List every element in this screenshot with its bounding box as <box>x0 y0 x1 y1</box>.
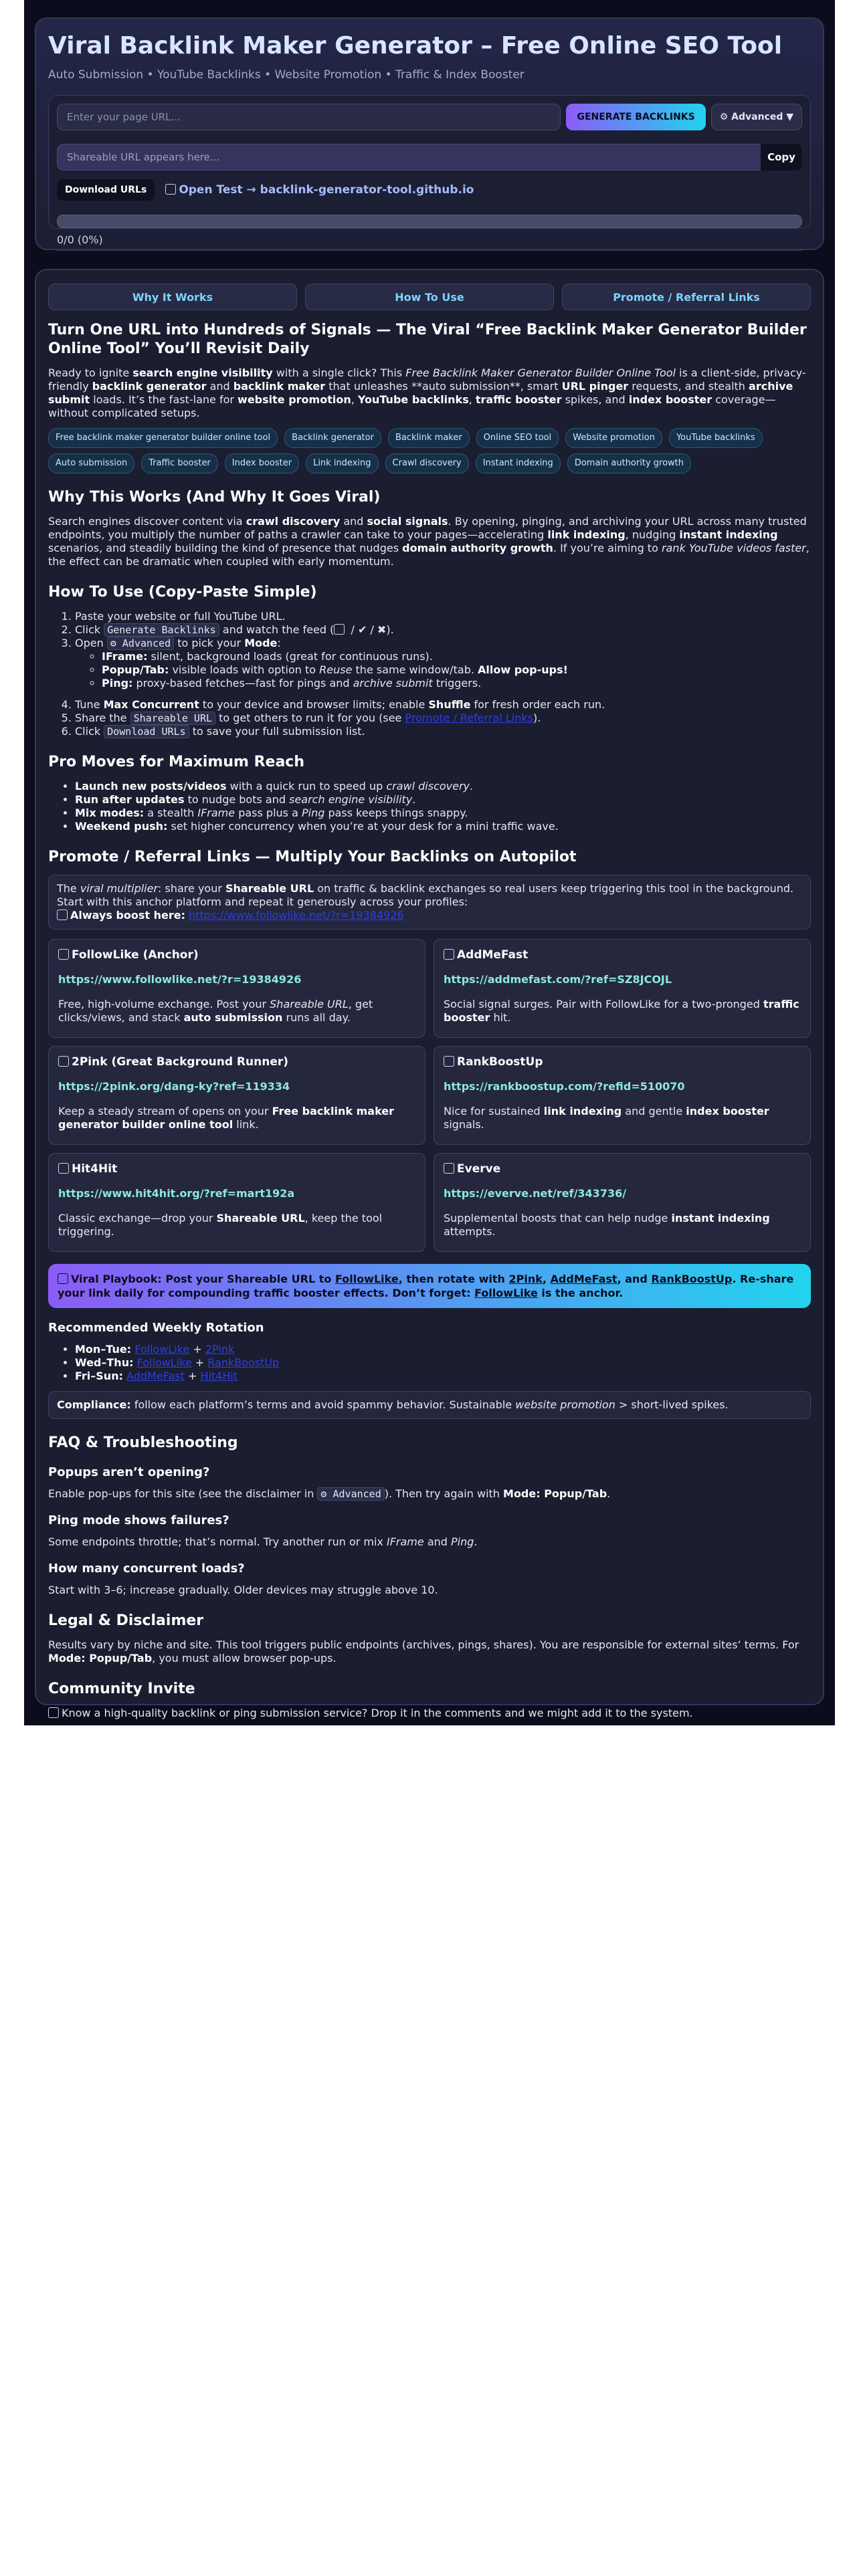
referral-link[interactable]: https://rankboostup.com/?refid=510070 <box>444 1080 685 1093</box>
why-heading: Why This Works (And Why It Goes Viral) <box>48 489 381 506</box>
referral-link[interactable]: https://www.followlike.net/?r=19384926 <box>58 973 302 986</box>
url-row <box>57 102 802 132</box>
referral-card <box>48 1046 425 1145</box>
keyword-chip: Auto submission <box>48 453 134 473</box>
hourglass-icon <box>334 624 345 635</box>
url-input[interactable] <box>57 104 561 130</box>
referral-card-desc: Social signal surges. Pair with FollowLike for a two-pronged traffic booster hit. <box>444 998 799 1024</box>
lightning-icon <box>444 949 454 960</box>
keyword-chip: Website promotion <box>565 428 662 448</box>
compliance-text: Compliance: follow each platform’s terms and avoid spammy behavior. Sustainable website promotion > short-lived spikes. <box>57 1398 729 1411</box>
legal-heading: Legal & Disclaimer <box>48 1612 204 1629</box>
shareable-url-field[interactable] <box>57 144 761 171</box>
rotation-link[interactable]: 2Pink <box>205 1343 235 1356</box>
referral-link[interactable]: https://www.hit4hit.org/?ref=mart192a <box>58 1187 295 1200</box>
pin-icon <box>57 909 68 920</box>
rotation-link[interactable]: FollowLike <box>134 1343 190 1356</box>
list-item: 6. Click Download URLs to save your full submission list. <box>75 725 811 738</box>
heart-icon <box>58 1056 69 1067</box>
referral-card-title: Everve <box>444 1162 801 1176</box>
keyword-chip: YouTube backlinks <box>669 428 763 448</box>
keyword-chip: Domain authority growth <box>567 453 691 473</box>
viral-multiplier-box <box>48 875 811 930</box>
chat-icon <box>48 1707 59 1718</box>
feed-area <box>57 250 802 259</box>
pro-heading: Pro Moves for Maximum Reach <box>48 754 305 770</box>
tab-promote-referral[interactable]: Promote / Referral Links <box>562 284 811 310</box>
referral-link[interactable]: https://addmefast.com/?ref=SZ8JCOJL <box>444 973 672 986</box>
referral-grid <box>48 939 811 1252</box>
page-frame <box>24 0 835 1725</box>
referral-card-title: Hit4Hit <box>58 1162 415 1176</box>
keyword-chip: Online SEO tool <box>476 428 559 448</box>
list-item: ◦ IFrame: silent, background loads (great for continuous runs). <box>102 650 811 663</box>
list-item: ◦ Popup/Tab: visible loads with option to Reuse the same window/tab. Allow pop-ups! <box>102 663 811 677</box>
list-item: ◦ Ping: proxy-based fetches—fast for pings and archive submit triggers. <box>102 677 811 690</box>
intro-paragraph: Ready to ignite search engine visibility with a single click? This Free Backlink Maker Generator Builder Online Tool is a client-side, privacy-friendly backlink generator and backlink maker that unleashes **auto submission**, smart URL pinger requests, and stealth archive submit loads. It’s the fast-lane for website promotion, YouTube backlinks, traffic booster spikes, and index booster coverage—without complicated setups. <box>48 366 806 419</box>
faq-answer: Enable pop-ups for this site (see the disclaimer in ⚙ Advanced ). Then try again with Mode: Popup/Tab. <box>48 1487 611 1500</box>
rotation-link[interactable]: Hit4Hit <box>200 1370 238 1382</box>
faq-question: How many concurrent loads? <box>48 1562 245 1576</box>
referral-card-desc: Keep a steady stream of opens on your Free backlink maker generator builder online tool link. <box>58 1105 395 1131</box>
playbook-link[interactable]: 2Pink <box>508 1273 543 1285</box>
playbook-link[interactable]: RankBoostUp <box>651 1273 733 1285</box>
mode-list <box>75 650 811 690</box>
community-heading: Community Invite <box>48 1681 195 1697</box>
open-test-link[interactable] <box>165 183 474 197</box>
keyword-chip: Instant indexing <box>476 453 561 473</box>
faq-question: Ping mode shows failures? <box>48 1513 229 1527</box>
advanced-button[interactable]: ⚙ Advanced ▼ <box>711 104 802 130</box>
keyword-chip: Traffic booster <box>141 453 218 473</box>
anchor-icon <box>58 949 69 960</box>
content-card <box>35 269 824 1719</box>
pro-list <box>48 780 811 833</box>
external-link-icon <box>165 184 176 195</box>
keyword-chip: Backlink generator <box>284 428 381 448</box>
referral-link[interactable]: https://2pink.org/dang-ky?ref=119334 <box>58 1080 290 1093</box>
viral-playbook-banner: Viral Playbook: Post your Shareable URL to FollowLike, then rotate with 2Pink, AddMeFast, and RankBoostUp. Re-share your link daily for compounding traffic booster effects. Don’t forget: FollowLike is the anchor. <box>48 1264 811 1308</box>
list-item: • Mon–Tue: FollowLike + 2Pink <box>75 1343 811 1356</box>
list-item: • Run after updates to nudge bots and search engine visibility. <box>75 793 811 807</box>
list-item: 3. Open ⚙ Advanced to pick your Mode: ◦ IFrame: silent, background loads (great for continuous runs). ◦ Popup/Tab: visible loads with option to Reuse the same window/tab. Allow pop-ups! ◦ Ping: proxy-based fetches—fast for pings and archive submit triggers. <box>75 637 811 690</box>
megaphone-icon <box>58 1273 68 1284</box>
list-item: • Weekend push: set higher concurrency when you’re at your desk for a mini traffic wave. <box>75 820 811 833</box>
keyword-chip: Crawl discovery <box>385 453 469 473</box>
keyword-chip: Free backlink maker generator builder online tool <box>48 428 278 448</box>
rotation-link[interactable]: FollowLike <box>136 1356 192 1369</box>
hero-card <box>35 17 824 250</box>
progress-bar <box>57 215 802 228</box>
referral-card-title: AddMeFast <box>444 948 801 962</box>
page-title: Viral Backlink Maker Generator – Free Online SEO Tool <box>48 32 783 60</box>
rocket-icon <box>444 1056 454 1067</box>
generate-backlinks-button[interactable]: GENERATE BACKLINKS <box>566 104 705 130</box>
target-icon <box>58 1163 69 1174</box>
share-row <box>57 144 802 171</box>
playbook-link[interactable]: FollowLike <box>474 1287 538 1299</box>
playbook-link[interactable]: AddMeFast <box>550 1273 617 1285</box>
open-test-label: Open Test → backlink-generator-tool.github.io <box>179 183 474 197</box>
tab-how-to-use[interactable]: How To Use <box>305 284 554 310</box>
promote-referral-link[interactable]: Promote / Referral Links <box>405 712 533 724</box>
page-subtitle: Auto Submission • YouTube Backlinks • Website Promotion • Traffic & Index Booster <box>48 68 524 82</box>
faq-heading: FAQ & Troubleshooting <box>48 1434 238 1451</box>
keyword-chip: Backlink maker <box>388 428 470 448</box>
faq-question: Popups aren’t opening? <box>48 1465 210 1479</box>
list-item: • Launch new posts/videos with a quick run to speed up crawl discovery. <box>75 780 811 793</box>
howto-steps <box>48 610 811 738</box>
rotation-heading: Recommended Weekly Rotation <box>48 1321 264 1335</box>
referral-card-desc: Supplemental boosts that can help nudge instant indexing attempts. <box>444 1212 770 1238</box>
multiplier-text: The viral multiplier: share your Shareable URL on traffic & backlink exchanges so real users keep triggering this tool in the background. Start with this anchor platform and repeat it generously across your profiles: Always boost here: https://www.followlike.net/?r=19384926 <box>57 882 794 922</box>
why-paragraph: Search engines discover content via crawl discovery and social signals. By opening, pinging, and archiving your URL across many trusted endpoints, you multiply the number of paths a crawler can take to your pages—accelerating link indexing, nudging instant indexing scenarios, and steadily building the kind of presence that nudges domain authority growth. If you’re aiming to rank YouTube videos faster, the effect can be dramatic when coupled with early momentum. <box>48 515 809 568</box>
referral-card <box>434 1153 811 1252</box>
keyword-chip: Index booster <box>225 453 299 473</box>
referral-card <box>48 1153 425 1252</box>
referral-card-title: FollowLike (Anchor) <box>58 948 415 962</box>
compliance-box <box>48 1391 811 1419</box>
faq-answer: Start with 3–6; increase gradually. Older devices may struggle above 10. <box>48 1584 438 1596</box>
list-item: 4. Tune Max Concurrent to your device and browser limits; enable Shuffle for fresh order each run. <box>75 698 811 712</box>
referral-card-desc: Classic exchange—drop your Shareable URL, keep the tool triggering. <box>58 1212 383 1238</box>
promote-heading: Promote / Referral Links — Multiply Your Backlinks on Autopilot <box>48 849 577 865</box>
howto-heading: How To Use (Copy-Paste Simple) <box>48 584 317 601</box>
referral-card-title: RankBoostUp <box>444 1055 801 1069</box>
tool-panel <box>48 95 811 246</box>
referral-card <box>434 1046 811 1145</box>
download-urls-button[interactable]: Download URLs <box>57 179 155 201</box>
referral-link[interactable]: https://everve.net/ref/343736/ <box>444 1187 627 1200</box>
keyword-chip: Link indexing <box>306 453 378 473</box>
legal-text: Results vary by niche and site. This tool triggers public endpoints (archives, pings, shares). You are responsible for external sites’ terms. For Mode: Popup/Tab, you must allow browser pop-ups. <box>48 1638 799 1665</box>
referral-card <box>434 939 811 1038</box>
list-item: 2. Click Generate Backlinks and watch the feed ( / ✔ / ✖). <box>75 623 811 637</box>
list-item: • Wed–Thu: FollowLike + RankBoostUp <box>75 1356 811 1370</box>
faq-answer: Some endpoints throttle; that’s normal. Try another run or mix IFrame and Ping. <box>48 1535 478 1548</box>
keyword-chips <box>48 428 811 473</box>
list-item: 5. Share the Shareable URL to get others to run it for you (see Promote / Referral Links). <box>75 712 811 725</box>
sparkle-icon <box>444 1163 454 1174</box>
rotation-link[interactable]: RankBoostUp <box>207 1356 280 1369</box>
copy-button[interactable]: Copy <box>761 144 802 171</box>
list-item: • Fri–Sun: AddMeFast + Hit4Hit <box>75 1370 811 1383</box>
tab-why-it-works[interactable]: Why It Works <box>48 284 297 310</box>
boost-link[interactable]: https://www.followlike.net/?r=19384926 <box>189 909 404 922</box>
referral-card <box>48 939 425 1038</box>
community-text: Know a high-quality backlink or ping submission service? Drop it in the comments and we might add it to the system. <box>48 1707 811 1720</box>
referral-card-desc: Free, high-volume exchange. Post your Shareable URL, get clicks/views, and stack auto submission runs all day. <box>58 998 373 1024</box>
tab-bar <box>48 284 811 310</box>
intro-heading: Turn One URL into Hundreds of Signals — The Viral “Free Backlink Maker Generator Builder Online Tool” You’ll Revisit Daily <box>48 322 807 357</box>
rotation-list <box>48 1343 811 1383</box>
referral-card-desc: Nice for sustained link indexing and gentle index booster signals. <box>444 1105 769 1131</box>
rotation-link[interactable]: AddMeFast <box>126 1370 185 1382</box>
referral-card-title: 2Pink (Great Background Runner) <box>58 1055 415 1069</box>
playbook-link[interactable]: FollowLike <box>335 1273 399 1285</box>
actions-row <box>57 179 802 201</box>
progress-text: 0/0 (0%) <box>57 233 103 246</box>
list-item: 1. Paste your website or full YouTube URL. <box>75 610 811 623</box>
list-item: • Mix modes: a stealth IFrame pass plus a Ping pass keeps things snappy. <box>75 807 811 820</box>
